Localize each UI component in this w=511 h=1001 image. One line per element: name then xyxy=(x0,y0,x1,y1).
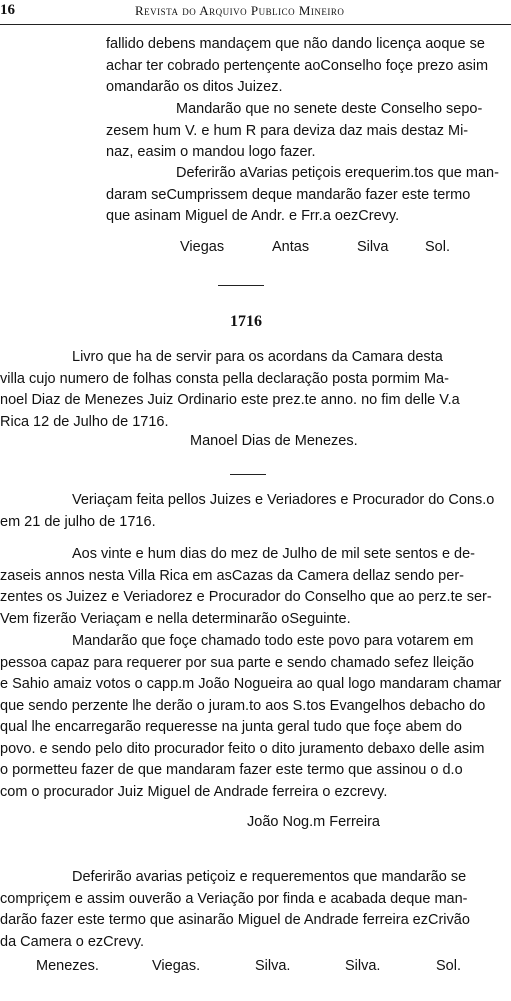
text-line: villa cujo numero de folhas consta pella declaração posta pormim Ma- xyxy=(0,370,449,387)
text-line: noel Diaz de Menezes Juiz Ordinario este prez.te anno. no fim delle V.a xyxy=(0,392,460,408)
divider-rule xyxy=(218,285,264,286)
page-number: 16 xyxy=(0,2,15,18)
text-line: zaseis annos nesta Villa Rica em asCazas da Camera dellaz sendo per- xyxy=(0,567,464,584)
section2-signature: Manoel Dias de Menezes. xyxy=(190,433,358,449)
text-line: Aos vinte e hum dias do mez de Julho de mil sete sentos e de- xyxy=(72,546,475,562)
divider-rule xyxy=(230,474,266,475)
text-line: Veriaçam feita pellos Juizes e Veriadores e Procurador do Cons.o xyxy=(72,492,495,508)
text-line: fallido debens mandaçem que não dando licença aoque se xyxy=(106,36,485,52)
text-line: Deferirão aVarias petiçois erequerim.tos que man- xyxy=(176,165,499,181)
section1-paragraph1 xyxy=(106,34,506,99)
text-line: que sendo perzente lhe derão o juram.to aos S.tos Evangelhos debacho do xyxy=(0,697,486,714)
page-header xyxy=(0,0,511,25)
section3-signatures xyxy=(0,958,511,978)
text-line: qual lhe encarregarão requeresse na junta geral tudo que foçe abem do xyxy=(0,719,462,735)
section2-paragraph xyxy=(0,347,509,433)
text-line: Livro que ha de servir para os acordans da Camara desta xyxy=(72,349,443,365)
text-line: o pormetteu fazer de que mandaram fazer este termo que assinou o d.o xyxy=(0,762,463,778)
text-line: pessoa capaz para requerer por sua parte e sendo chamado sefez lleição xyxy=(0,654,474,671)
text-line: achar ter cobrado pertençente aoConselho foçe prezo asim xyxy=(106,57,489,74)
section3-signature: João Nog.m Ferreira xyxy=(247,814,380,830)
signature: Viegas. xyxy=(152,958,201,974)
text-line: Vem fizerão Veriaçam e nella determinarão oSeguinte. xyxy=(0,610,351,627)
signature: Silva. xyxy=(345,958,381,974)
text-line: e Sahio amaiz votos o capp.m João Nogueira ao qual logo mandaram chamar xyxy=(0,676,502,692)
signature: Viegas xyxy=(180,239,225,255)
text-line: com o procurador Juiz Miguel de Andrade ferreira o ezcrevy. xyxy=(0,783,388,800)
section1-paragraph2 xyxy=(106,99,506,164)
text-line: Mandarão que foçe chamado todo este povo para votarem em xyxy=(72,633,474,649)
text-line: compriçem e assim ouverão a Veriação por finda e acabada deque man- xyxy=(0,890,468,907)
text-line: zesem hum V. e hum R para deviza daz mais destaz Mi- xyxy=(106,122,469,139)
year-heading: 1716 xyxy=(230,313,262,330)
section1-paragraph3 xyxy=(106,163,506,228)
signature: Antas xyxy=(272,239,310,255)
section3-paragraph2 xyxy=(0,544,509,630)
section3-paragraph1 xyxy=(0,490,509,533)
text-line: Rica 12 de Julho de 1716. xyxy=(0,413,169,430)
text-line: povo. e sendo pelo dito procurador feito o dito juramento debaxo delle asim xyxy=(0,740,485,757)
text-line: em 21 de julho de 1716. xyxy=(0,513,156,530)
text-line: darão fazer este termo que asinarão Miguel de Andrade ferreira ezCrivão xyxy=(0,912,470,928)
text-line: da Camera o ezCrevy. xyxy=(0,933,144,950)
text-line: naz, easim o mandou logo fazer. xyxy=(106,144,316,160)
signature: Silva. xyxy=(255,958,291,974)
signature: Menezes. xyxy=(36,958,99,974)
text-line: omandarão os ditos Juizez. xyxy=(106,79,283,95)
signature: Sol. xyxy=(436,958,461,974)
running-head: Revista do Arquivo Publico Mineiro xyxy=(135,3,345,18)
text-line: Mandarão que no senete deste Conselho sepo- xyxy=(176,101,483,117)
signature: Silva xyxy=(357,239,389,255)
section3-paragraph4 xyxy=(0,867,509,953)
text-line: Deferirão avarias petiçoiz e requerementos que mandarão se xyxy=(72,869,467,885)
section1-signatures xyxy=(0,239,511,259)
text-line: daram seCumprissem deque mandarão fazer este termo xyxy=(106,186,471,203)
text-line: zentes os Juizez e Veriadorez e Procurador do Conselho que ao perz.te ser- xyxy=(0,589,492,605)
signature: Sol. xyxy=(425,239,450,255)
section3-paragraph3 xyxy=(0,631,509,803)
text-line: que asinam Miguel de Andr. e Frr.a oezCrevy. xyxy=(106,208,400,224)
